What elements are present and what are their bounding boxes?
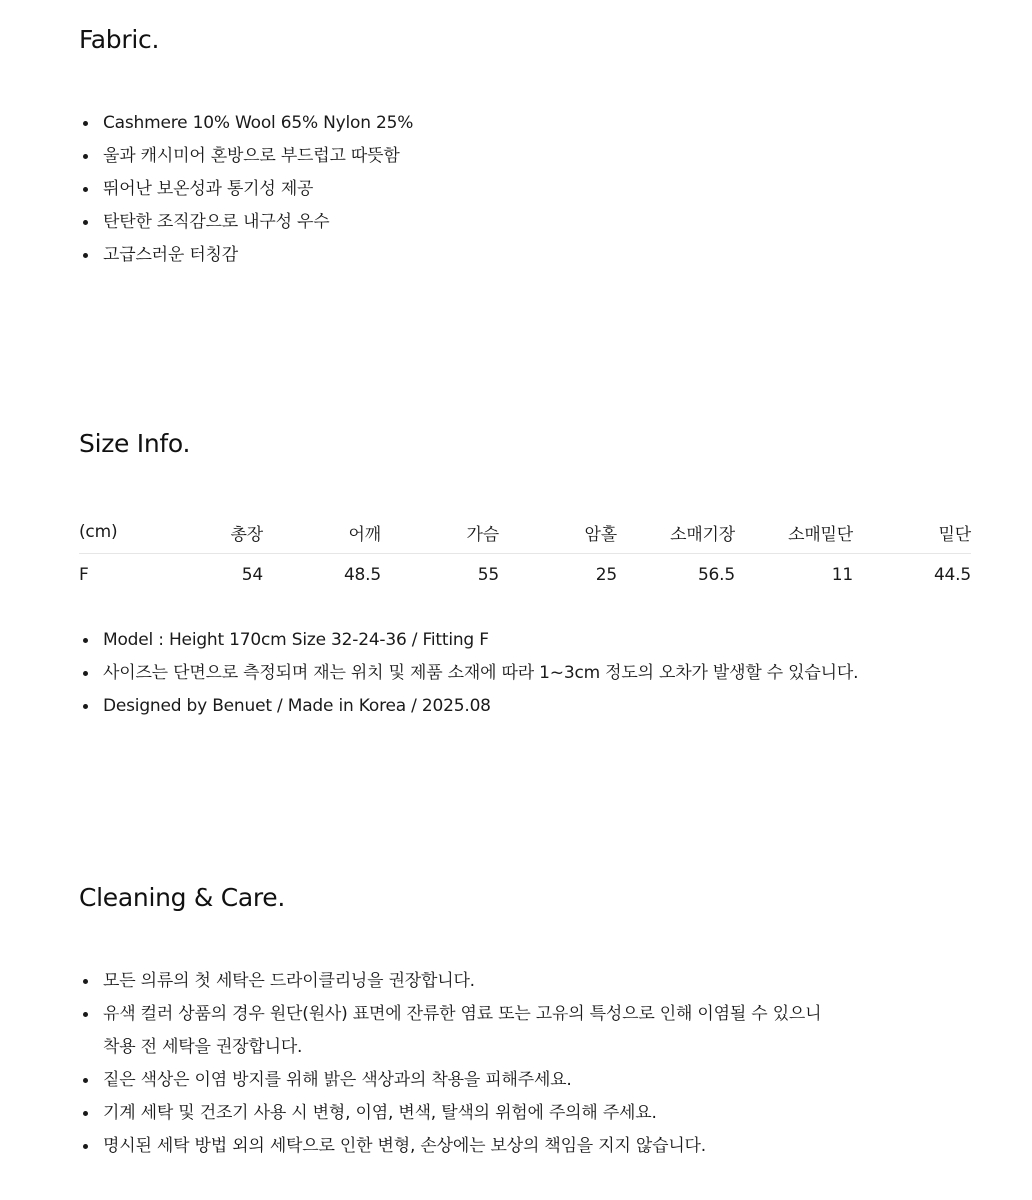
list-item: 짙은 색상은 이염 방지를 위해 밝은 색상과의 착용을 피해주세요. — [79, 1064, 979, 1097]
table-cell: F — [79, 565, 89, 585]
list-item: 탄탄한 조직감으로 내구성 우수 — [79, 206, 979, 239]
table-cell: 48.5 — [343, 565, 381, 585]
list-item: Cashmere 10% Wool 65% Nylon 25% — [79, 107, 979, 140]
table-cell: 44.5 — [933, 565, 971, 585]
table-header-cell: 밑단 — [938, 524, 971, 545]
table-header-cell: 총장 — [230, 524, 263, 545]
table-header-cell: 소매밑단 — [788, 524, 853, 545]
list-item: 사이즈는 단면으로 측정되며 재는 위치 및 제품 소재에 따라 1~3cm 정도의 오차가 발생할 수 있습니다. — [79, 657, 979, 690]
table-cell: 54 — [241, 565, 263, 585]
fabric-title: Fabric. — [79, 25, 160, 54]
list-item-line: 유색 컬러 상품의 경우 원단(원사) 표면에 잔류한 염료 또는 고유의 특성으로 인해 이염될 수 있으니 — [103, 1004, 822, 1024]
table-cell: 55 — [477, 565, 499, 585]
list-item: Model : Height 170cm Size 32-24-36 / Fitting F — [79, 624, 979, 657]
list-item — [79, 998, 979, 1064]
list-item: 모든 의류의 첫 세탁은 드라이클리닝을 권장합니다. — [79, 965, 979, 998]
table-header-cell: (cm) — [79, 522, 118, 542]
table-row — [79, 554, 971, 597]
table-header-cell: 암홀 — [584, 524, 617, 545]
list-item: 울과 캐시미어 혼방으로 부드럽고 따뜻함 — [79, 140, 979, 173]
care-title: Cleaning & Care. — [79, 883, 286, 912]
list-item: Designed by Benuet / Made in Korea / 2025.08 — [79, 690, 979, 723]
list-item: 명시된 세탁 방법 외의 세탁으로 인한 변형, 손상에는 보상의 책임을 지지 않습니다. — [79, 1130, 979, 1163]
table-header-cell: 어깨 — [348, 524, 381, 545]
list-item: 뛰어난 보온성과 통기성 제공 — [79, 173, 979, 206]
table-cell: 56.5 — [697, 565, 735, 585]
size-table — [79, 509, 971, 596]
list-item: 고급스러운 터칭감 — [79, 239, 979, 272]
table-cell: 11 — [831, 565, 853, 585]
table-header-row — [79, 509, 971, 554]
size-info-title: Size Info. — [79, 429, 191, 458]
size-notes-list — [79, 624, 979, 723]
fabric-list — [79, 107, 979, 272]
table-header-cell: 가슴 — [466, 524, 499, 545]
care-list — [79, 965, 979, 1163]
table-header-cell: 소매기장 — [670, 524, 735, 545]
table-cell: 25 — [595, 565, 617, 585]
list-item: 기계 세탁 및 건조기 사용 시 변형, 이염, 변색, 탈색의 위험에 주의해 주세요. — [79, 1097, 979, 1130]
list-item-line: 착용 전 세탁을 권장합니다. — [103, 1037, 303, 1057]
